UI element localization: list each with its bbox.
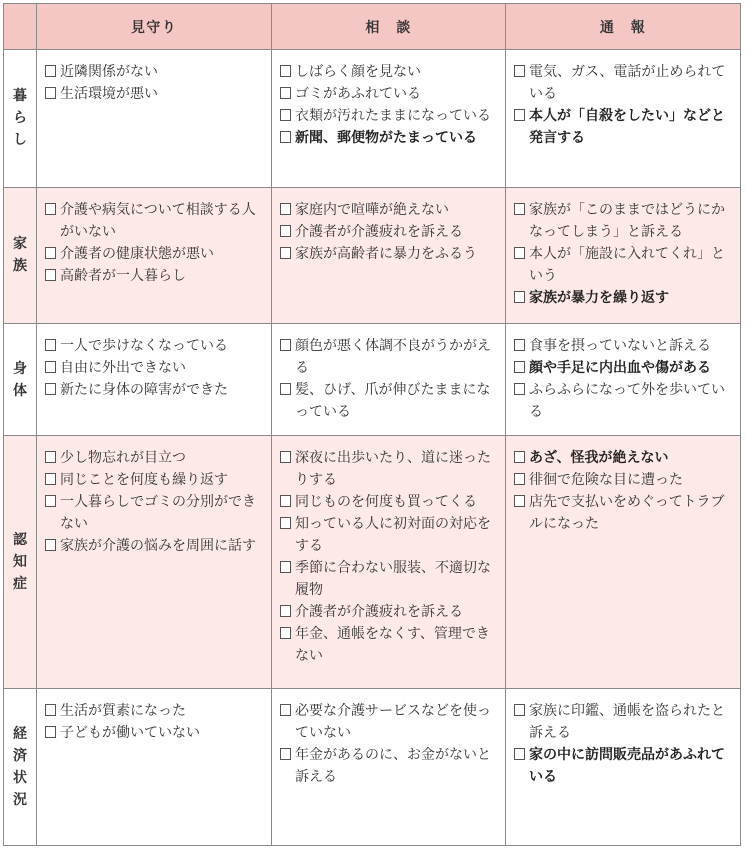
cell-consult — [272, 436, 506, 689]
cell-consult — [272, 50, 506, 188]
checklist-item: 家族が高齢者に暴力をふるう — [279, 243, 499, 265]
row-header-label: 家族 — [13, 236, 27, 275]
checklist-item: 子どもが働いていない — [44, 722, 265, 744]
checklist-item: 一人で歩けなくなっている — [44, 335, 265, 357]
checklist-item: 生活環境が悪い — [44, 83, 265, 105]
checklist-item: ふらふらになって外を歩いている — [513, 379, 734, 423]
row-header-label: 経済状況 — [13, 726, 27, 809]
checklist-item: 季節に合わない服装、不適切な履物 — [279, 557, 499, 601]
checklist-item: 介護者の健康状態が悪い — [44, 243, 265, 265]
cell-report — [506, 324, 741, 436]
cell-consult — [272, 689, 506, 846]
column-header-watch: 見守り — [37, 4, 272, 50]
cell-watch — [37, 689, 272, 846]
row-header — [4, 324, 37, 436]
cell-consult — [272, 324, 506, 436]
cell-report — [506, 436, 741, 689]
row-header — [4, 187, 37, 324]
checklist-item: 同じものを何度も買ってくる — [279, 491, 499, 513]
checklist-item: 家族に印鑑、通帳を盗られたと訴える — [513, 700, 734, 744]
watch-consult-report-table — [3, 3, 741, 846]
checklist-item: 深夜に出歩いたり、道に迷ったりする — [279, 447, 499, 491]
checklist-item: しばらく顔を見ない — [279, 61, 499, 83]
checklist-item: 顔色が悪く体調不良がうかがえる — [279, 335, 499, 379]
checklist-item: ゴミがあふれている — [279, 83, 499, 105]
checklist-item: 本人が「自殺をしたい」などと発言する — [513, 105, 734, 149]
row-header — [4, 689, 37, 846]
column-header-consult: 相 談 — [272, 4, 506, 50]
table-row — [4, 50, 741, 188]
checklist-item: 必要な介護サービスなどを使っていない — [279, 700, 499, 744]
table-row — [4, 436, 741, 689]
cell-watch — [37, 324, 272, 436]
table-row — [4, 324, 741, 436]
checklist-item: 知っている人に初対面の対応をする — [279, 513, 499, 557]
row-header-label: 暮らし — [13, 88, 27, 149]
checklist-item: 高齢者が一人暮らし — [44, 265, 265, 287]
checklist-item: 家族が介護の悩みを周囲に話す — [44, 535, 265, 557]
checklist-item: 食事を摂っていないと訴える — [513, 335, 734, 357]
checklist-item: 同じことを何度も繰り返す — [44, 469, 265, 491]
cell-report — [506, 187, 741, 324]
checklist-item: 生活が質素になった — [44, 700, 265, 722]
checklist-item: 衣類が汚れたままになっている — [279, 105, 499, 127]
cell-report — [506, 689, 741, 846]
checklist-item: 新聞、郵便物がたまっている — [279, 127, 499, 149]
checklist-item: 徘徊で危険な目に遭った — [513, 469, 734, 491]
header-row — [4, 4, 741, 50]
table-row — [4, 689, 741, 846]
checklist-item: あざ、怪我が絶えない — [513, 447, 734, 469]
cell-watch — [37, 436, 272, 689]
table-row — [4, 187, 741, 324]
checklist-item: 家族が「このままではどうにかなってしまう」と訴える — [513, 199, 734, 243]
checklist-item: 一人暮らしでゴミの分別ができない — [44, 491, 265, 535]
checklist-item: 髪、ひげ、爪が伸びたままになっている — [279, 379, 499, 423]
checklist-item: 家族が暴力を繰り返す — [513, 287, 734, 309]
checklist-item: 自由に外出できない — [44, 357, 265, 379]
checklist-item: 家の中に訪問販売品があふれている — [513, 744, 734, 788]
table-body — [4, 50, 741, 846]
checklist-item: 年金、通帳をなくす、管理できない — [279, 623, 499, 667]
checklist-item: 顔や手足に内出血や傷がある — [513, 357, 734, 379]
checklist-item: 本人が「施設に入れてくれ」という — [513, 243, 734, 287]
cell-watch — [37, 187, 272, 324]
checklist-item: 少し物忘れが目立つ — [44, 447, 265, 469]
row-header — [4, 50, 37, 188]
checklist-item: 電気、ガス、電話が止められている — [513, 61, 734, 105]
checklist-item: 介護者が介護疲れを訴える — [279, 601, 499, 623]
cell-watch — [37, 50, 272, 188]
checklist-item: 新たに身体の障害ができた — [44, 379, 265, 401]
checklist-item: 年金があるのに、お金がないと訴える — [279, 744, 499, 788]
checklist-item: 介護者が介護疲れを訴える — [279, 221, 499, 243]
row-header-label: 認知症 — [13, 532, 27, 593]
cell-consult — [272, 187, 506, 324]
header-corner — [4, 4, 37, 50]
column-header-report: 通 報 — [506, 4, 741, 50]
checklist-item: 近隣関係がない — [44, 61, 265, 83]
checklist-item: 家庭内で喧嘩が絶えない — [279, 199, 499, 221]
checklist-item: 店先で支払いをめぐってトラブルになった — [513, 491, 734, 535]
row-header-label: 身体 — [13, 360, 27, 399]
cell-report — [506, 50, 741, 188]
checklist-item: 介護や病気について相談する人がいない — [44, 199, 265, 243]
row-header — [4, 436, 37, 689]
